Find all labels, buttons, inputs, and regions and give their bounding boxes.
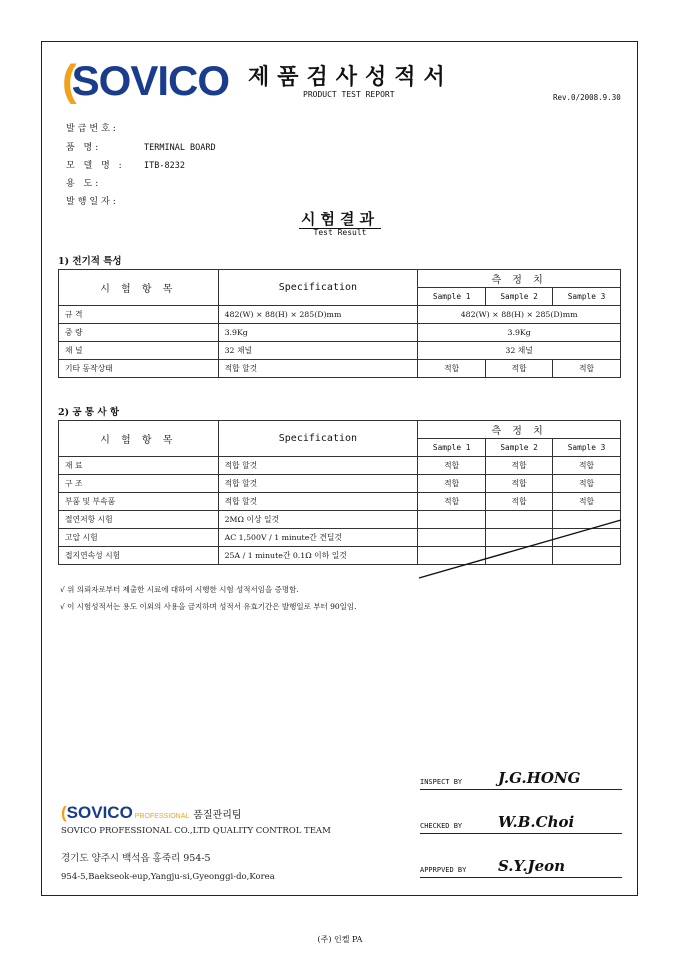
document-title: 제품검사성적서 — [248, 64, 453, 90]
table-row: 중 량 3.9Kg 3.9Kg — [59, 324, 621, 342]
signature-name: S.Y.Jeon — [498, 857, 566, 875]
table-row: 접지연속성 시험 25A / 1 minute간 0.1Ω 이하 일것 — [59, 547, 621, 565]
common-table — [58, 420, 621, 565]
table-row: 채 널 32 채널 32 채널 — [59, 342, 621, 360]
header-spec: Specification — [218, 421, 418, 457]
table-row: 고압 시험 AC 1,500V / 1 minute간 견딜것 — [59, 529, 621, 547]
signature-checked: CHECKED BY W.B.Choi — [420, 811, 622, 834]
header-sample3: Sample 3 — [553, 439, 621, 457]
info-row: 모 델 명 : ITB-8232 — [66, 161, 185, 171]
signature-approved: APPRPVED BY S.Y.Jeon — [420, 855, 622, 878]
section2-title: 2) 공 통 사 항 — [58, 407, 120, 418]
header-measure: 측 정 치 — [418, 270, 621, 288]
section1-title: 1) 전기적 특성 — [58, 256, 122, 267]
table-row: 부품 및 부속품 적합 할것 적합 적합 적합 — [59, 493, 621, 511]
revision-label: Rev.0/2008.9.30 — [553, 93, 621, 102]
result-title: 시험결과 — [301, 210, 379, 228]
signature-name: J.G.HONG — [498, 769, 581, 787]
electrical-table — [58, 269, 621, 378]
table-row: 절연저항 시험 2MΩ 이상 일것 — [59, 511, 621, 529]
header-item: 시 험 항 목 — [59, 270, 219, 306]
table-row: 규 격 482(W) × 88(H) × 285(D)mm 482(W) × 88(H) × 285(D)mm — [59, 306, 621, 324]
header-measure: 측 정 치 — [418, 421, 621, 439]
document-subtitle: PRODUCT TEST REPORT — [303, 90, 395, 99]
sovico-logo: (SOVICO — [62, 56, 230, 105]
note-line: √ 위 의뢰자로부터 제출한 시료에 대하여 시행한 시험 성적서임을 증명함. — [60, 585, 299, 594]
header-sample2: Sample 2 — [486, 439, 553, 457]
company-name: SOVICO PROFESSIONAL CO.,LTD QUALITY CONTROL TEAM — [61, 826, 331, 836]
footer-logo: (SOVICO PROFESSIONAL 품질관리팀 — [61, 803, 242, 822]
table-row: 기타 동작상태 적합 할것 적합 적합 적합 — [59, 360, 621, 378]
address-korean: 경기도 양주시 백석읍 홍죽리 954-5 — [61, 853, 211, 864]
page-footer: (주) 인켈 PA — [317, 935, 363, 944]
table-row: 구 조 적합 할것 적합 적합 적합 — [59, 475, 621, 493]
header-sample3: Sample 3 — [553, 288, 621, 306]
header-sample1: Sample 1 — [418, 288, 486, 306]
info-row: 용 도: — [66, 179, 102, 189]
result-subtitle: Test Result — [313, 228, 367, 237]
header-sample2: Sample 2 — [486, 288, 553, 306]
team-name: 품질관리팀 — [193, 810, 242, 821]
signature-name: W.B.Choi — [498, 813, 575, 831]
table-row: 재 료 적합 할것 적합 적합 적합 — [59, 457, 621, 475]
info-row: 발행일자: — [66, 197, 119, 207]
signature-inspect: INSPECT BY J.G.HONG — [420, 767, 622, 790]
header-item: 시 험 항 목 — [59, 421, 219, 457]
header-spec: Specification — [218, 270, 418, 306]
header-sample1: Sample 1 — [418, 439, 486, 457]
info-row: 발급번호: — [66, 124, 119, 134]
address-english: 954-5,Baekseok-eup,Yangju-si,Gyeonggi-do,Korea — [61, 872, 275, 882]
note-line: √ 이 시험성적서는 용도 이외의 사용을 금지하며 성적서 유효기간은 발행일로 부터 90일임. — [60, 602, 357, 611]
info-row: 품 명: TERMINAL BOARD — [66, 143, 216, 153]
